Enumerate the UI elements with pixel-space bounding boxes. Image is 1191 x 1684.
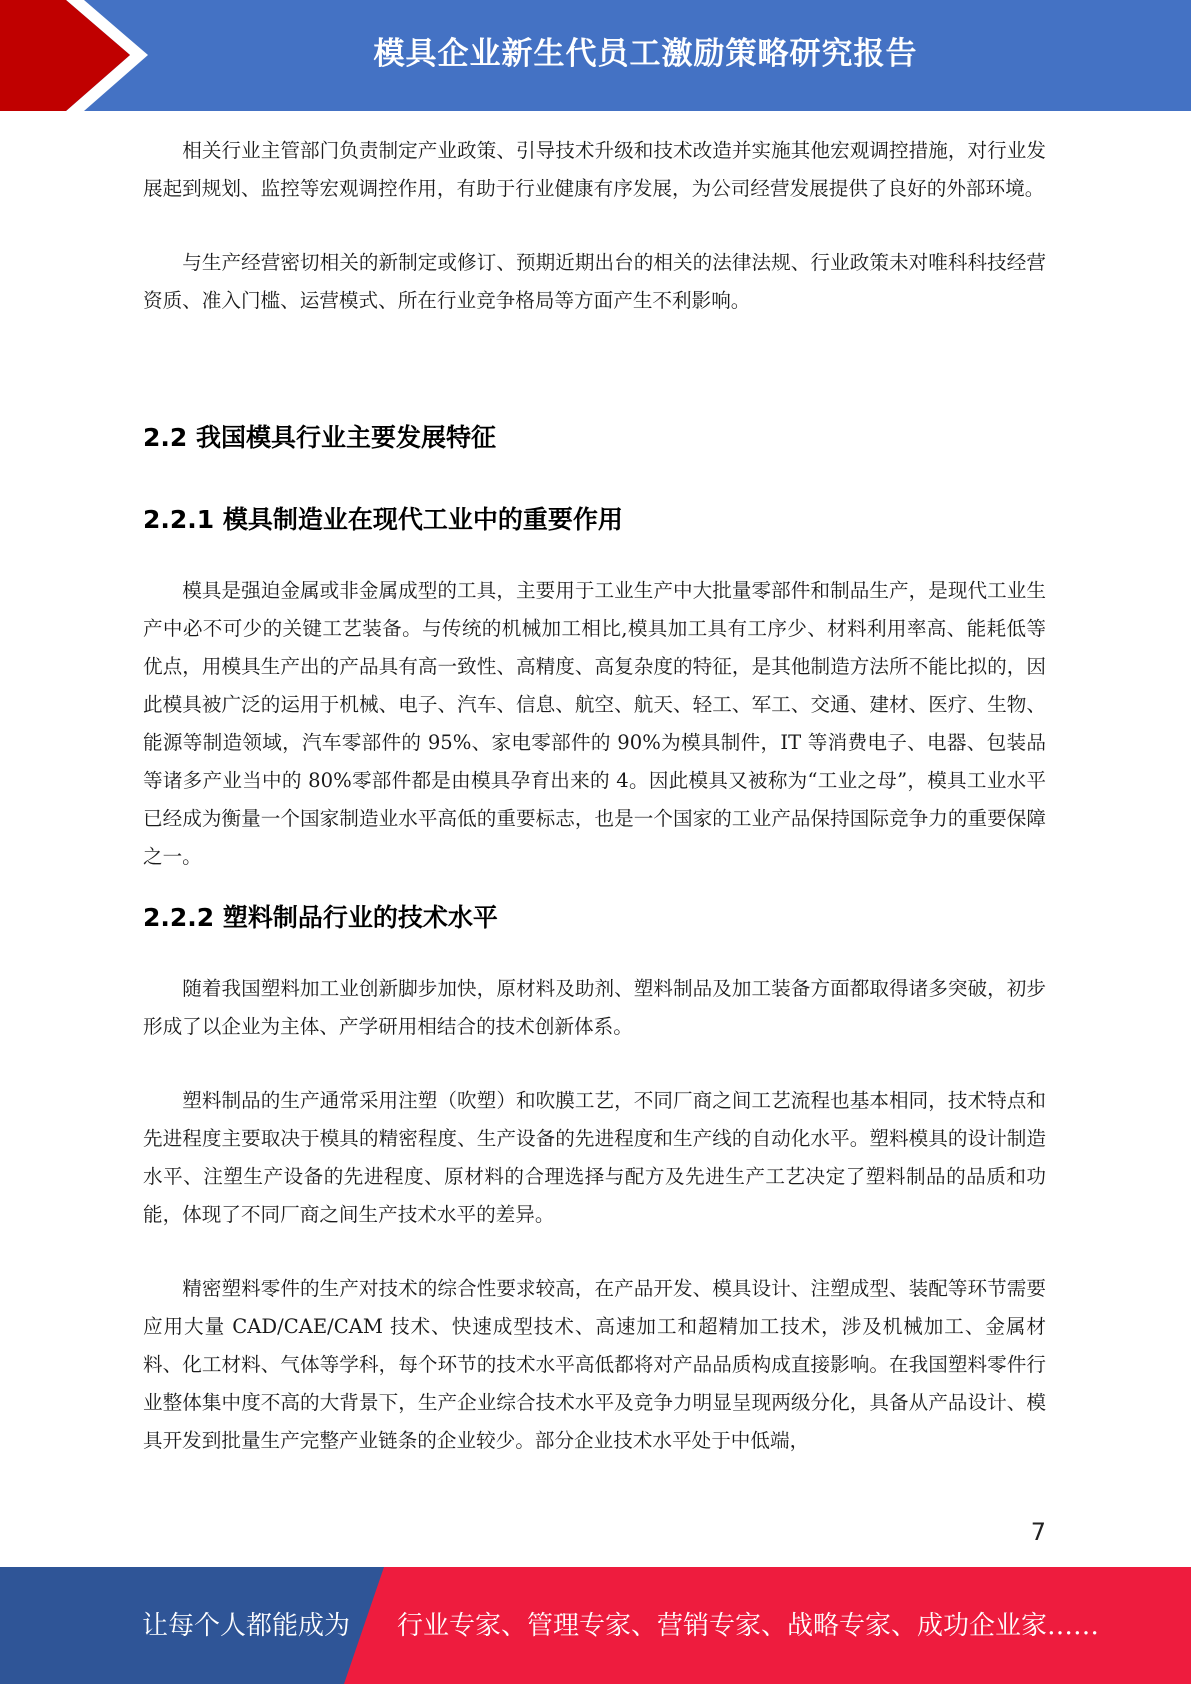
paragraph-plastic-innovation: 随着我国塑料加工业创新脚步加快，原材料及助剂、塑料制品及加工装备方面都取得诸多突破，初步形成了以企业为主体、产学研用相结合的技术创新体系。 bbox=[143, 977, 1046, 1038]
page-header bbox=[0, 0, 1191, 111]
header-chevron-decoration bbox=[66, 0, 156, 111]
section-heading-2-2: 2.2 我国模具行业主要发展特征 bbox=[143, 423, 496, 452]
page-number: 7 bbox=[1030, 1518, 1046, 1546]
section-heading-2-2-2: 2.2.2 塑料制品行业的技术水平 bbox=[143, 903, 498, 932]
paragraph-policy-impact: 与生产经营密切相关的新制定或修订、预期近期出台的相关的法律法规、行业政策未对唯科科技经营资质、准入门槛、运营模式、所在行业竞争格局等方面产生不利影响。 bbox=[143, 251, 1046, 312]
section-heading-2-2-1: 2.2.1 模具制造业在现代工业中的重要作用 bbox=[143, 505, 623, 534]
header-red-block bbox=[0, 0, 66, 111]
paragraph-plastic-process: 塑料制品的生产通常采用注塑（吹塑）和吹膜工艺，不同厂商之间工艺流程也基本相同，技术特点和先进程度主要取决于模具的精密程度、生产设备的先进程度和生产线的自动化水平。塑料模具的设计制造水平、注塑生产设备的先进程度、原材料的合理选择与配方及先进生产工艺决定了塑料制品的品质和功能，体现了不同厂商之间生产技术水平的差异。 bbox=[143, 1089, 1046, 1226]
page-footer bbox=[0, 1567, 1191, 1684]
paragraph-regulation: 相关行业主管部门负责制定产业政策、引导技术升级和技术改造并实施其他宏观调控措施，对行业发展起到规划、监控等宏观调控作用，有助于行业健康有序发展，为公司经营发展提供了良好的外部环境。 bbox=[143, 139, 1046, 200]
footer-slogan-right: 行业专家、管理专家、营销专家、战略专家、成功企业家…… bbox=[397, 1611, 1100, 1641]
document-body bbox=[143, 132, 1046, 1460]
header-title: 模具企业新生代员工激励策略研究报告 bbox=[373, 36, 918, 72]
paragraph-precision-parts: 精密塑料零件的生产对技术的综合性要求较高，在产品开发、模具设计、注塑成型、装配等环节需要应用大量 CAD/CAE/CAM 技术、快速成型技术、高速加工和超精加工技术，涉及机械加工、金属材料、化工材料、气体等学科，每个环节的技术水平高低都将对产品品质构成直接影响。在我国塑料零件行业整体集中度不高的大背景下，生产企业综合技术水平及竞争力明显呈现两级分化，具备从产品设计、模具开发到批量生产完整产业链条的企业较少。部分企业技术水平处于中低端， bbox=[143, 1277, 1046, 1452]
paragraph-mold-role: 模具是强迫金属或非金属成型的工具，主要用于工业生产中大批量零部件和制品生产，是现代工业生产中必不可少的关键工艺装备。与传统的机械加工相比,模具加工具有工序少、材料利用率高、能耗低等优点，用模具生产出的产品具有高一致性、高精度、高复杂度的特征，是其他制造方法所不能比拟的，因此模具被广泛的运用于机械、电子、汽车、信息、航空、航天、轻工、军工、交通、建材、医疗、生物、能源等制造领域，汽车零部件的 95%、家电零部件的 90%为模具制件，IT 等消费电子、电器、包装品等诸多产业当中的 80%零部件都是由模具孕育出来的 4。因此模具又被称为“工业之母”，模具工业水平已经成为衡量一个国家制造业水平高低的重要标志，也是一个国家的工业产品保持国际竞争力的重要保障之一。 bbox=[143, 579, 1046, 868]
footer-slogan-left: 让每个人都能成为 bbox=[142, 1611, 351, 1641]
